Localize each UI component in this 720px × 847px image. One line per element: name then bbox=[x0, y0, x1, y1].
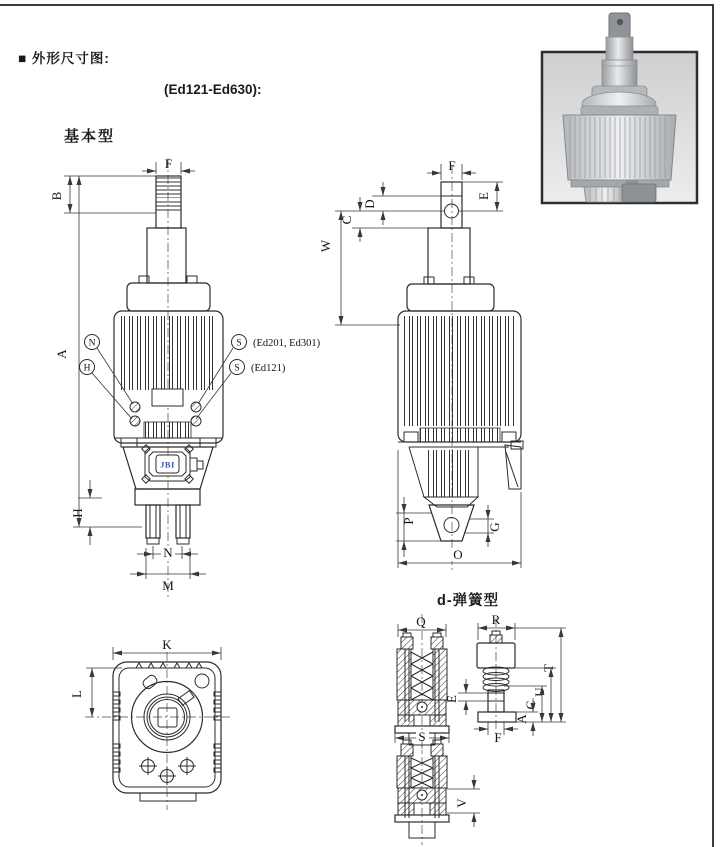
model-range-label: (Ed121-Ed630): bbox=[164, 82, 262, 97]
dim-label-side-w: W bbox=[318, 239, 333, 253]
svg-text:H: H bbox=[83, 363, 91, 374]
dim-label-spring-r: R bbox=[491, 612, 501, 627]
dim-label-spring-e: E bbox=[444, 695, 459, 703]
dim-label-spring-q: Q bbox=[416, 614, 426, 629]
dim-label-side-c: C bbox=[339, 215, 354, 225]
dim-label-top-k: K bbox=[162, 637, 172, 652]
svg-text:S: S bbox=[234, 363, 240, 374]
product-photo bbox=[542, 13, 697, 203]
dim-label-side-f: F bbox=[448, 158, 456, 173]
spring-type-drawings bbox=[395, 612, 566, 845]
dim-label-front-n: N bbox=[163, 545, 173, 560]
logo-text: JBI bbox=[160, 459, 175, 470]
front-view-drawing bbox=[49, 156, 321, 598]
dim-label-side-e: E bbox=[476, 192, 491, 200]
dim-label-spring-c: C bbox=[523, 700, 538, 710]
dim-label-spring-v: V bbox=[454, 798, 469, 808]
dim-label-spring-f: F bbox=[494, 730, 502, 745]
dim-label-side-g: G bbox=[487, 522, 502, 532]
dim-label-side-p: P bbox=[401, 517, 416, 525]
svg-text:S: S bbox=[236, 338, 242, 349]
dim-label-spring-u: U bbox=[532, 687, 547, 697]
dim-label-front-h: H bbox=[70, 508, 85, 518]
top-view-drawing bbox=[69, 637, 232, 810]
section-heading: ■ 外形尺寸图: bbox=[18, 51, 110, 66]
dim-label-side-d: D bbox=[362, 199, 377, 209]
basic-type-label: 基本型 bbox=[64, 128, 116, 145]
dim-label-top-l: L bbox=[69, 690, 84, 698]
dim-label-front-a: A bbox=[54, 349, 69, 359]
dim-label-spring-t: T bbox=[541, 664, 556, 672]
dim-label-spring-a: A bbox=[514, 714, 529, 724]
dim-label-side-o: O bbox=[453, 547, 463, 562]
dim-label-front-m: M bbox=[162, 578, 174, 593]
spring-type-label: d-弹簧型 bbox=[437, 593, 500, 609]
svg-text:N: N bbox=[88, 338, 96, 349]
dim-label-front-f: F bbox=[164, 156, 173, 171]
callout-s1-note: (Ed201, Ed301) bbox=[253, 338, 321, 349]
dim-label-spring-s: S bbox=[418, 729, 426, 744]
callout-s2-note: (Ed121) bbox=[251, 363, 286, 374]
spring-outside-view bbox=[444, 612, 566, 745]
spring-section-view bbox=[395, 614, 449, 752]
spring-section-view-bottom bbox=[395, 740, 480, 845]
dim-label-front-b: B bbox=[49, 191, 64, 201]
side-view-drawing bbox=[318, 158, 523, 570]
